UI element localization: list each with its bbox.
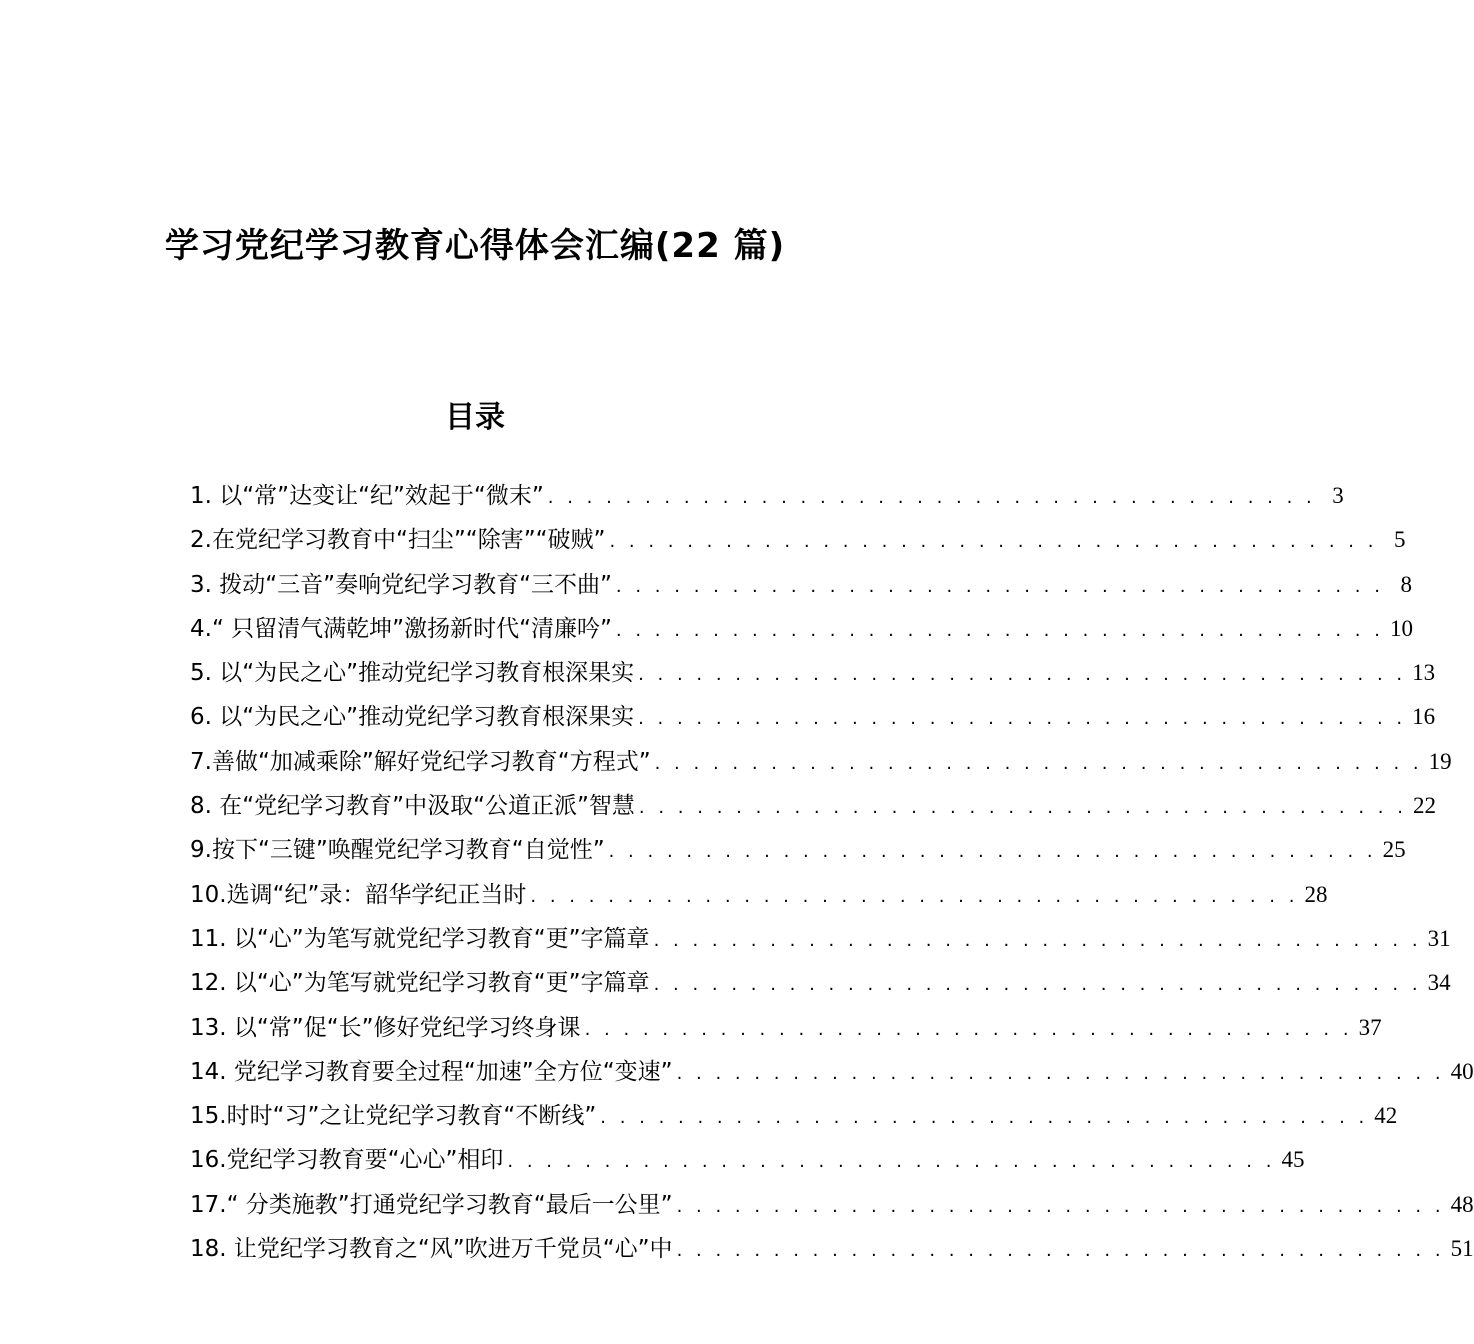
toc-entry[interactable] (190, 474, 1344, 518)
toc-entry[interactable] (190, 1050, 1474, 1094)
toc-entry[interactable] (190, 1094, 1398, 1138)
toc-entry-page: 51 (1450, 1236, 1474, 1262)
toc-dot-leader (677, 1052, 1445, 1096)
toc-entry-page: 28 (1304, 881, 1328, 907)
toc-entry-title: 6. 以“为民之心”推动党纪学习教育根深果实 (190, 704, 635, 731)
toc-entry-title: 2.在党纪学习教育中“扫尘”“除害”“破贼” (190, 527, 606, 554)
toc-dot-leader (638, 653, 1406, 697)
toc-entry[interactable] (190, 607, 1413, 651)
toc-entry-title: 9.按下“三键”唤醒党纪学习教育“自觉性” (190, 837, 605, 864)
toc-entry[interactable] (190, 828, 1406, 872)
table-of-contents (190, 474, 1474, 1271)
toc-entry-title: 1. 以“常”达变让“纪”效起于“微末” (190, 483, 544, 509)
toc-entry-page: 37 (1358, 1014, 1382, 1040)
toc-entry[interactable] (190, 740, 1452, 784)
toc-entry-title: 13. 以“常”促“长”修好党纪学习终身课 (190, 1014, 581, 1041)
toc-dot-leader (616, 565, 1384, 609)
toc-dot-leader (677, 1229, 1445, 1273)
toc-dot-leader (609, 830, 1377, 874)
toc-entry-title: 4.“ 只留清气满乾坤”激扬新时代“清廉吟” (190, 615, 612, 642)
toc-entry[interactable] (190, 873, 1328, 917)
document-title: 学习党纪学习教育心得体会汇编(22 篇) (164, 226, 786, 266)
toc-heading: 目录 (445, 400, 505, 435)
toc-entry-title: 18. 让党纪学习教育之“风”吹进万千党员“心”中 (190, 1236, 673, 1263)
toc-entry-page: 3 (1332, 483, 1344, 508)
toc-dot-leader (585, 1008, 1353, 1052)
toc-dot-leader (609, 520, 1377, 564)
toc-entry-page: 13 (1412, 660, 1436, 686)
toc-dot-leader (530, 875, 1298, 919)
toc-dot-leader (639, 786, 1407, 830)
toc-entry[interactable] (190, 518, 1406, 562)
toc-dot-leader (600, 1096, 1368, 1140)
toc-entry-title: 3. 拨动“三音”奏响党纪学习教育“三不曲” (190, 571, 612, 598)
toc-entry-title: 5. 以“为民之心”推动党纪学习教育根深果实 (190, 660, 635, 687)
toc-dot-leader (616, 609, 1384, 653)
toc-entry-page: 45 (1281, 1147, 1305, 1173)
toc-dot-leader (638, 697, 1406, 741)
toc-entry-title: 8. 在“党纪学习教育”中汲取“公道正派”智慧 (190, 793, 635, 820)
toc-entry-page: 42 (1374, 1103, 1398, 1129)
toc-entry-page: 25 (1382, 837, 1406, 863)
toc-entry[interactable] (190, 651, 1436, 695)
toc-entry-page: 16 (1412, 704, 1436, 730)
toc-entry-page: 22 (1412, 793, 1436, 819)
toc-entry-page: 48 (1450, 1191, 1474, 1217)
toc-entry[interactable] (190, 1006, 1382, 1050)
toc-entry[interactable] (190, 784, 1436, 828)
toc-entry-title: 14. 党纪学习教育要全过程“加速”全方位“变速” (190, 1058, 673, 1085)
toc-entry-title: 10.选调“纪”录：韶华学纪正当时 (190, 881, 527, 908)
toc-entry-title: 12. 以“心”为笔写就党纪学习教育“更”字篇章 (190, 970, 650, 997)
toc-entry-page: 31 (1427, 925, 1451, 951)
toc-dot-leader (654, 963, 1422, 1007)
toc-dot-leader (548, 476, 1316, 520)
toc-entry[interactable] (190, 1138, 1305, 1182)
toc-entry-page: 19 (1428, 748, 1452, 774)
toc-entry-title: 7.善做“加减乘除”解好党纪学习教育“方程式” (190, 748, 651, 775)
toc-entry-title: 17.“ 分类施教”打通党纪学习教育“最后一公里” (190, 1191, 673, 1218)
toc-entry-page: 5 (1393, 527, 1406, 553)
toc-dot-leader (507, 1140, 1275, 1184)
toc-entry-title: 15.时时“习”之让党纪学习教育“不断线” (190, 1103, 597, 1130)
toc-entry[interactable] (190, 1183, 1474, 1227)
toc-entry[interactable] (190, 695, 1436, 739)
toc-entry-title: 16.党纪学习教育要“心心”相印 (190, 1147, 504, 1174)
toc-entry-page: 34 (1427, 970, 1451, 996)
toc-entry[interactable] (190, 961, 1451, 1005)
toc-entry-page: 10 (1389, 615, 1413, 641)
toc-dot-leader (654, 919, 1422, 963)
toc-dot-leader (677, 1185, 1445, 1229)
toc-entry-page: 40 (1450, 1058, 1474, 1084)
toc-entry[interactable] (190, 1227, 1474, 1271)
toc-dot-leader (655, 742, 1423, 786)
toc-entry-page: 8 (1400, 571, 1412, 597)
toc-entry[interactable] (190, 917, 1451, 961)
toc-entry-title: 11. 以“心”为笔写就党纪学习教育“更”字篇章 (190, 925, 650, 952)
toc-entry[interactable] (190, 563, 1412, 607)
